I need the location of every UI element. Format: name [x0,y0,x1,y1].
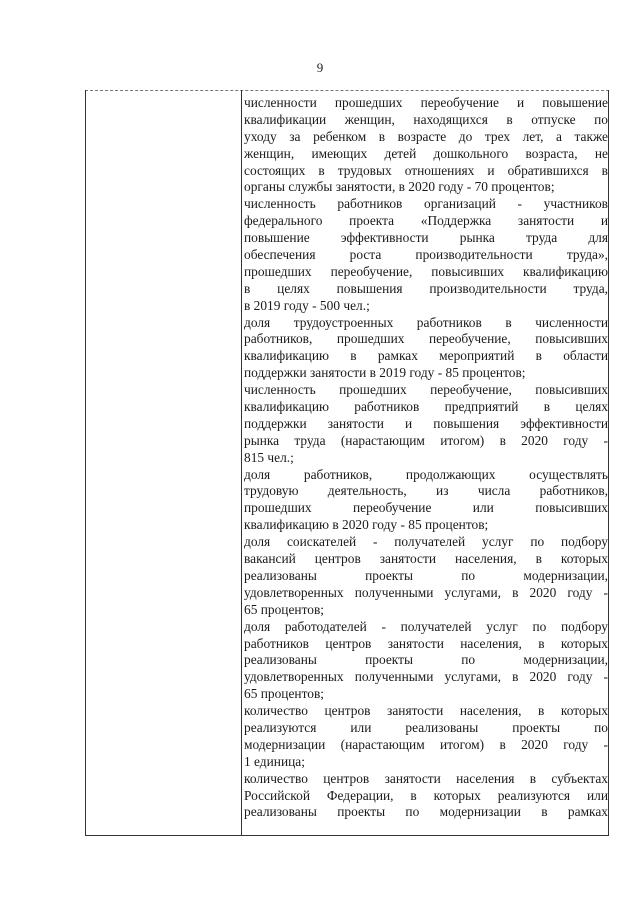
text-line: уходу за ребенком в возрасте до трех лет, а также [244,128,608,144]
text-line: квалификацию работников предприятий в целях [244,399,608,415]
text-line: обеспечения роста производительности труда», [244,247,608,263]
text-line: численности прошедших переобучение и повышение [244,95,608,110]
text-line: доля трудоустроенных работников в численности [244,314,608,330]
text-line: прошедших переобучение или повысивших [244,500,608,516]
text-line: 1 единица; [244,753,305,769]
text-line: квалификацию в 2020 году - 85 процентов; [244,517,489,533]
text-line: реализованы проекты по модернизации, [244,652,608,668]
text-line: реализованы проекты по модернизации в рамках [244,804,608,820]
text-line: органы службы занятости, в 2020 году - 70 процентов; [244,179,555,195]
text-line: модернизации (нарастающим итогом) в 2020 году - [244,736,608,752]
text-line: доля работников, продолжающих осуществлять [244,466,608,482]
text-line: количество центров занятости населения, в которых [244,703,608,719]
text-line: квалификацию в рамках мероприятий в области [244,348,608,364]
text-line: трудовую деятельность, из числа работников, [244,483,608,499]
text-line: состоящих в трудовых отношениях и обратившихся в [244,162,608,178]
text-line: численность прошедших переобучение, повысивших [244,382,608,398]
text-line: доля работодателей - получателей услуг по подбору [244,618,608,634]
text-line: 65 процентов; [244,601,324,617]
text-line: работников центров занятости населения, в которых [244,635,608,651]
text-line: работников, прошедших переобучение, повысивших [244,331,608,347]
text-line: Российской Федерации, в которых реализуются или [244,787,608,803]
text-line: прошедших переобучение, повысивших квалификацию [244,263,608,279]
text-line: федерального проекта «Поддержка занятости и [244,213,608,229]
table-right-cell [244,95,608,835]
table-column-divider [241,90,242,836]
text-line: численность работников организаций - участников [244,196,608,212]
text-line: удовлетворенных полученными услугами, в 2020 году - [244,669,608,685]
text-line: удовлетворенных полученными услугами, в 2020 году - [244,584,608,600]
text-line: повышение эффективности рынка труда для [244,230,608,246]
text-line: 65 процентов; [244,686,324,702]
text-line: количество центров занятости населения в субъектах [244,770,608,786]
text-line: реализованы проекты по модернизации, [244,567,608,583]
text-line: в 2019 году - 500 чел.; [244,297,370,313]
text-line: вакансий центров занятости населения, в которых [244,551,608,567]
text-line: реализуются или реализованы проекты по [244,719,608,735]
text-line: рынка труда (нарастающим итогом) в 2020 году - [244,432,608,448]
text-line: в целях повышения производительности труда, [244,280,608,296]
text-line: 815 чел.; [244,449,294,465]
page-number: 9 [316,60,324,75]
text-line: поддержки занятости и повышения эффективности [244,415,608,431]
text-line: женщин, имеющих детей дошкольного возраста, не [244,145,608,161]
text-line: доля соискателей - получателей услуг по подбору [244,534,608,550]
text-line: поддержки занятости в 2019 году - 85 процентов; [244,365,526,381]
text-line: квалификации женщин, находящихся в отпуске по [244,111,608,127]
